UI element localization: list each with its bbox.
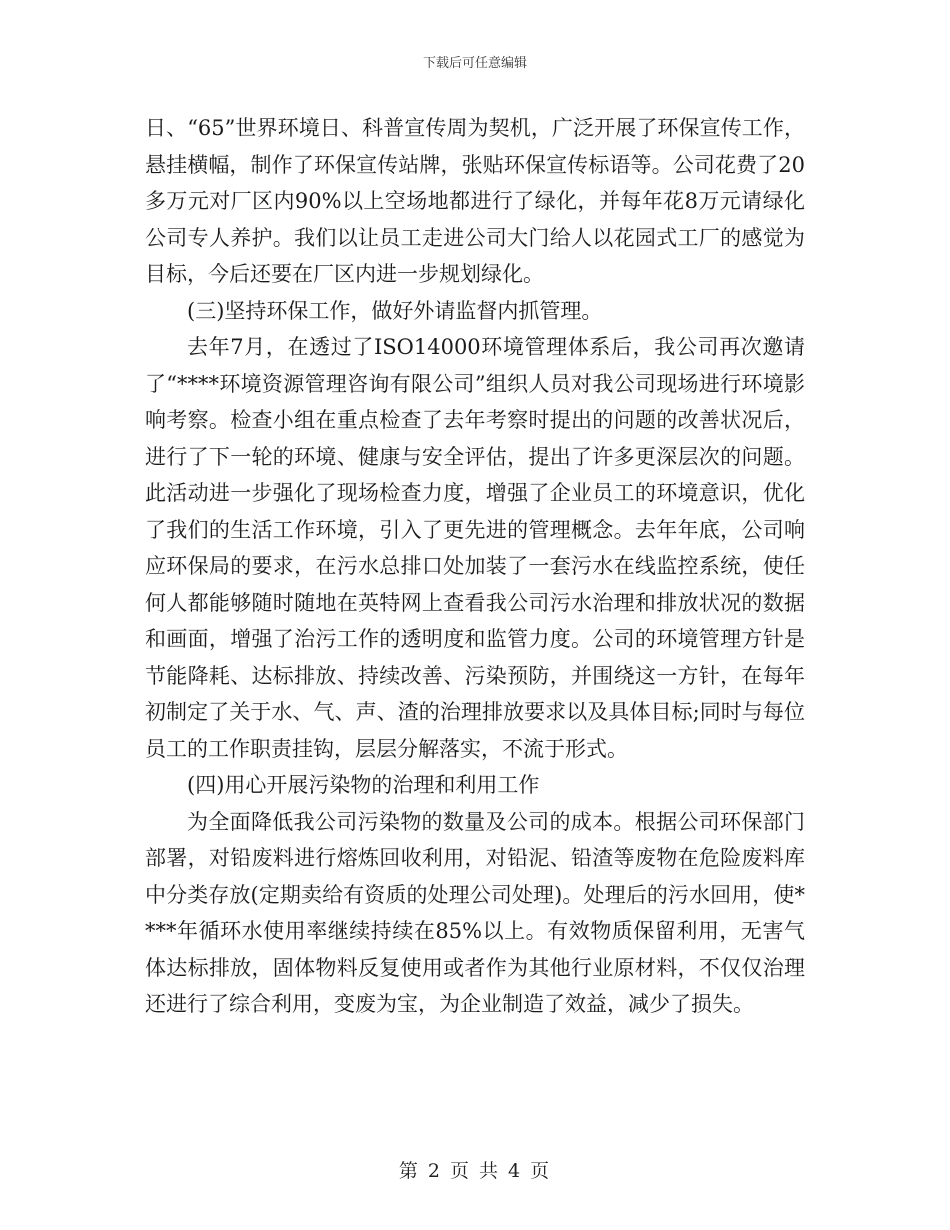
paragraph-pollutant-treatment: 为全面降低我公司污染物的数量及公司的成本。根据公司环保部门部署，对铅废料进行熔炼回收利用，对铅泥、铅渣等废物在危险废料库中分类存放(定期卖给有资质的处理公司处理)。处理后的污水回用，使****年循环水使用率继续持续在85%以上。有效物质保留利用，无害气体达标排放，固体物料反复使用或者作为其他行业原材料，不仅仅治理还进行了综合利用，变废为宝，为企业制造了效益，减少了损失。 <box>145 809 805 1016</box>
document-body <box>145 110 805 1023</box>
paragraph-supervision-management: 去年7月，在透过了ISO14000环境管理体系后，我公司再次邀请了“****环境资源管理咨询有限公司”组织人员对我公司现场进行环境影响考察。检查小组在重点检查了去年考察时提出的问题的改善状况后，进行了下一轮的环境、健康与安全评估，提出了许多更深层次的问题。此活动进一步强化了现场检查力度，增强了企业员工的环境意识，优化了我们的生活工作环境，引入了更先进的管理概念。去年年底，公司响应环保局的要求，在污水总排口处加装了一套污水在线监控系统，使任何人都能够随时随地在英特网上查看我公司污水治理和排放状况的数据和画面，增强了治污工作的透明度和监管力度。公司的环境管理方针是节能降耗、达标排放、持续改善、污染预防，并围绕这一方针，在每年初制定了关于水、气、声、渣的治理排放要求以及具体目标;同时与每位员工的工作职责挂钩，层层分解落实，不流于形式。 <box>145 335 805 761</box>
paragraph-promotion-greening: 日、“65”世界环境日、科普宣传周为契机，广泛开展了环保宣传工作，悬挂横幅，制作了环保宣传站牌，张贴环保宣传标语等。公司花费了20多万元对厂区内90%以上空场地都进行了绿化，并每年花8万元请绿化公司专人养护。我们以让员工走进公司大门给人以花园式工厂的感觉为目标，今后还要在厂区内进一步规划绿化。 <box>145 116 805 286</box>
page-number-footer: 第 2 页 共 4 页 <box>398 1160 552 1182</box>
section-heading-3: (三)坚持环保工作，做好外请监督内抓管理。 <box>187 298 603 323</box>
section-heading-4: (四)用心开展污染物的治理和利用工作 <box>187 773 540 797</box>
page-header-note: 下载后可任意编辑 <box>422 56 527 71</box>
